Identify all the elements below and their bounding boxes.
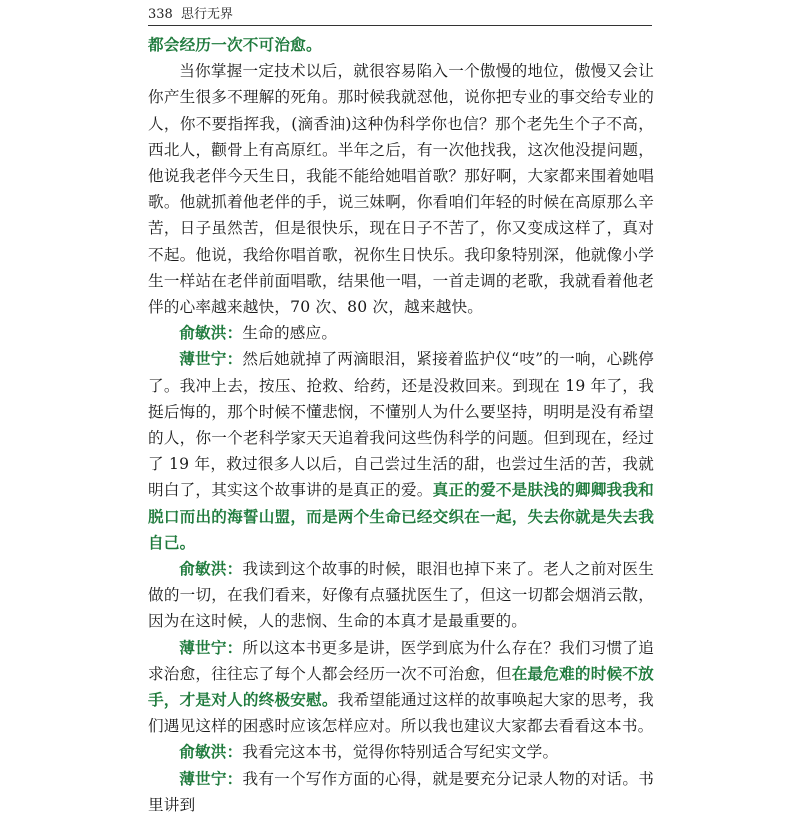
highlight-text: 都会经历一次不可治愈。 [148,35,322,54]
running-header [148,6,233,24]
speaker-label: 俞敏洪： [179,742,243,762]
speaker-label: 薄世宁： [179,637,243,657]
body-text: 然后她就掉了两滴眼泪，紧接着监护仪“吱”的一响，心跳停了。我冲上去，按压、抢救、给药，还是没救回来。到现在 19 年了，我挺后悔的，那个时候不懂悲悯，不懂别人为什么要坚持，明明是没有希望的人，你一个老科学家天天追着我问这些伪科学的问题。但到现在，经过了 19 年，救过很多人以后，自己尝过生活的甜，也尝过生活的苦，我就明白了，其实这个故事讲的是真正的爱。 [148,350,654,500]
header-divider [148,25,652,26]
book-title: 思行无界 [180,7,233,22]
dialogue-paragraph [148,320,654,346]
paragraph [148,58,654,320]
speaker-label: 俞敏洪： [179,559,243,579]
paragraph-continuation [148,32,654,58]
page-body [148,32,654,818]
body-text: 我看完这本书，觉得你特别适合写纪实文学。 [242,743,559,762]
dialogue-paragraph [148,739,654,765]
speaker-label: 俞敏洪： [179,323,243,343]
speaker-label: 薄世宁： [179,349,243,369]
page-number: 338 [148,7,173,22]
body-text: 我有一个写作方面的心得，就是要充分记录人物的对话。书里讲到 [148,769,654,814]
highlight-text: 真正的爱不是肤浅的卿卿我我和脱口而出的海誓山盟，而是两个生命已经交织在一起，失去你就是失去我自己。 [148,480,654,552]
highlight-text: 在最危难的时候不放手，才是对人的终极安慰。 [148,663,654,710]
dialogue-paragraph [148,556,654,635]
speaker-label: 薄世宁： [179,768,243,788]
dialogue-paragraph [148,635,654,740]
dialogue-paragraph [148,346,654,556]
dialogue-paragraph [148,766,654,818]
body-text: 我希望能通过这样的故事唤起大家的思考，我们遇见这样的困惑时应该怎样应对。所以我也建议大家都去看看这本书。 [148,691,654,736]
body-text: 生命的感应。 [242,324,338,343]
body-text: 我读到这个故事的时候，眼泪也掉下来了。老人之前对医生做的一切，在我们看来，好像有点骚扰医生了，但这一切都会烟消云散，因为在这时候，人的悲悯、生命的本真才是最重要的。 [148,560,654,631]
body-text: 所以这本书更多是讲，医学到底为什么存在？我们习惯了追求治愈，往往忘了每个人都会经历一次不可治愈，但 [148,638,654,683]
body-text: 当你掌握一定技术以后，就很容易陷入一个傲慢的地位，傲慢又会让你产生很多不理解的死角。那时候我就怼他，说你把专业的事交给专业的人，你不要指挥我，(滴香油)这种伪科学你也信？那个老先生个子不高，西北人，颧骨上有高原红。半年之后，有一次他找我，这次他没提问题，他说我老伴今天生日，我能不能给她唱首歌？那好啊，大家都来围着她唱歌。他就抓着他老伴的手，说三妹啊，你看咱们年轻的时候在高原那么辛苦，日子虽然苦，但是很快乐，现在日子不苦了，你又变成这样了，真对不起。他说，我给你唱首歌，祝你生日快乐。我印象特别深，他就像小学生一样站在老伴前面唱歌，结果他一唱，一首走调的老歌，我就看着他老伴的心率越来越快，70 次、80 次，越来越快。 [148,62,654,317]
